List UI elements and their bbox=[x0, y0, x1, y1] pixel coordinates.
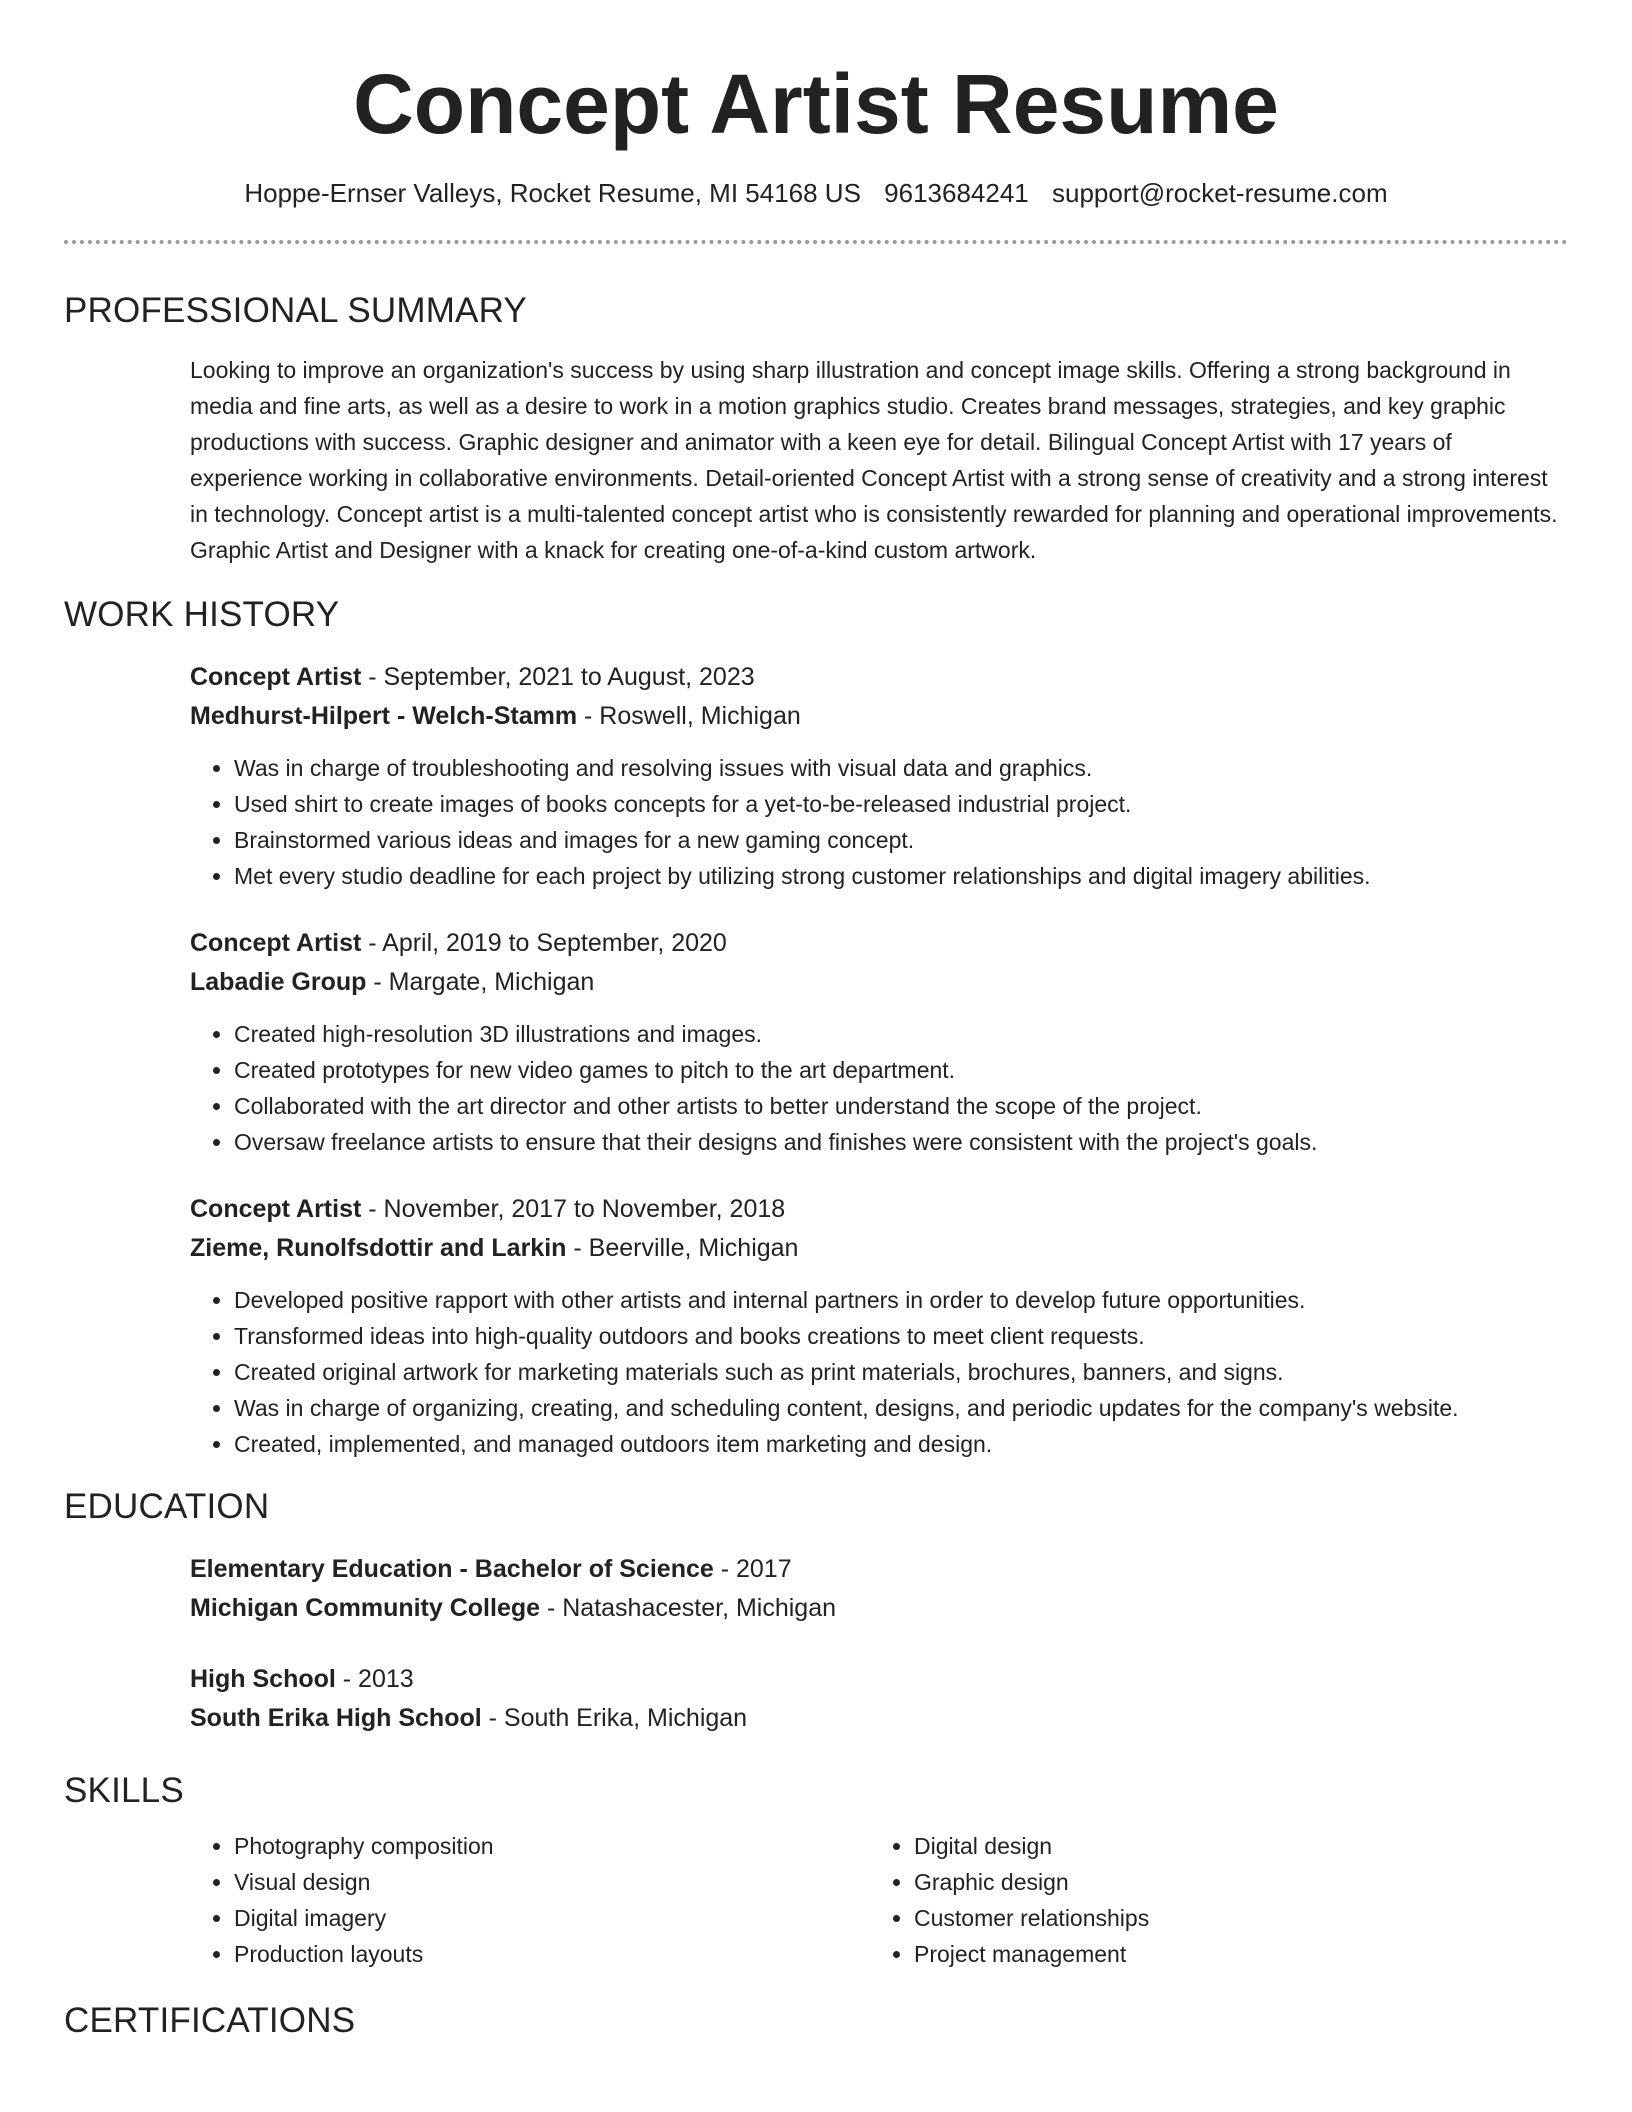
education-year: - 2017 bbox=[713, 1555, 792, 1583]
job-company: Medhurst-Hilpert - Welch-Stamm bbox=[190, 702, 578, 730]
skill-item: • Production layouts bbox=[234, 1936, 870, 1972]
job-location: - Margate, Michigan bbox=[366, 968, 595, 996]
job-title-line bbox=[190, 1190, 1568, 1229]
skills-list-right bbox=[870, 1828, 1550, 1972]
job-entry bbox=[190, 658, 1568, 894]
skill-item: • Digital design bbox=[914, 1828, 1550, 1864]
skill-item: • Digital imagery bbox=[234, 1900, 870, 1936]
page-title: Concept Artist Resume bbox=[353, 57, 1279, 151]
job-dates: - April, 2019 to September, 2020 bbox=[361, 929, 727, 957]
job-company-line bbox=[190, 697, 1568, 736]
job-title-line bbox=[190, 924, 1568, 963]
job-bullet: • Was in charge of organizing, creating, and scheduling content, designs, and periodic updates for the company's website. bbox=[234, 1390, 1568, 1426]
job-company-line bbox=[190, 1229, 1568, 1268]
job-company: Zieme, Runolfsdottir and Larkin bbox=[190, 1234, 567, 1262]
education-list bbox=[64, 1550, 1568, 1738]
job-bullet: • Oversaw freelance artists to ensure that their designs and finishes were consistent with the project's goals. bbox=[234, 1124, 1568, 1160]
job-title-line bbox=[190, 658, 1568, 697]
job-title: Concept Artist bbox=[190, 929, 362, 957]
education-location: - South Erika, Michigan bbox=[481, 1704, 748, 1732]
job-title: Concept Artist bbox=[190, 663, 362, 691]
job-dates: - September, 2021 to August, 2023 bbox=[361, 663, 755, 691]
job-dates: - November, 2017 to November, 2018 bbox=[361, 1195, 786, 1223]
skill-item: • Photography composition bbox=[234, 1828, 870, 1864]
job-bullet: • Created high-resolution 3D illustrations and images. bbox=[234, 1016, 1568, 1052]
job-bullet: • Developed positive rapport with other artists and internal partners in order to develop future opportunities. bbox=[234, 1282, 1568, 1318]
contact-email: support@rocket-resume.com bbox=[1052, 178, 1388, 208]
education-year: - 2013 bbox=[335, 1665, 414, 1693]
section-heading-skills: SKILLS bbox=[64, 1771, 184, 1810]
contact-address: Hoppe-Ernser Valleys, Rocket Resume, MI 54168 US bbox=[244, 178, 861, 208]
section-heading-work-history: WORK HISTORY bbox=[64, 595, 340, 634]
job-bullet: • Created prototypes for new video games to pitch to the art department. bbox=[234, 1052, 1568, 1088]
job-entry bbox=[190, 924, 1568, 1160]
job-bullet: • Created, implemented, and managed outdoors item marketing and design. bbox=[234, 1426, 1568, 1462]
education-degree-line bbox=[190, 1550, 1568, 1589]
education-school-line bbox=[190, 1589, 1568, 1628]
job-company: Labadie Group bbox=[190, 968, 367, 996]
section-heading-summary: PROFESSIONAL SUMMARY bbox=[64, 291, 527, 330]
section-heading-certifications: CERTIFICATIONS bbox=[64, 2001, 356, 2040]
job-location: - Roswell, Michigan bbox=[577, 702, 801, 730]
summary-text: Looking to improve an organization's success by using sharp illustration and concept image skills. Offering a strong background in media and fine arts, as well as a desire to work in a motion graphics studio. Creates brand messages, strategies, and key graphic productions with success. Graphic designer and animator with a keen eye for detail. Bilingual Concept Artist with 17 years of experience working in collaborative environments. Detail-oriented Concept Artist with a strong sense of creativity and a strong interest in technology. Concept artist is a multi-talented concept artist who is consistently rewarded for planning and operational improvements. Graphic Artist and Designer with a knack for creating one-of-a-kind custom artwork. bbox=[190, 357, 1558, 563]
job-bullet: • Was in charge of troubleshooting and resolving issues with visual data and graphics. bbox=[234, 750, 1568, 786]
resume-page bbox=[64, 0, 1568, 2042]
education-degree: High School bbox=[190, 1665, 336, 1693]
education-degree: Elementary Education - Bachelor of Science bbox=[190, 1555, 714, 1583]
contact-line bbox=[64, 176, 1568, 210]
job-entry bbox=[190, 1190, 1568, 1462]
education-school-line bbox=[190, 1699, 1568, 1738]
job-bullets bbox=[190, 750, 1568, 894]
job-bullets bbox=[190, 1016, 1568, 1160]
job-bullet: • Used shirt to create images of books concepts for a yet-to-be-released industrial project. bbox=[234, 786, 1568, 822]
contact-phone: 9613684241 bbox=[884, 178, 1029, 208]
education-entry bbox=[190, 1660, 1568, 1738]
education-degree-line bbox=[190, 1660, 1568, 1699]
work-history-list bbox=[64, 658, 1568, 1462]
education-school: South Erika High School bbox=[190, 1704, 482, 1732]
skill-item: • Project management bbox=[914, 1936, 1550, 1972]
skill-item: • Graphic design bbox=[914, 1864, 1550, 1900]
job-bullet: • Created original artwork for marketing materials such as print materials, brochures, banners, and signs. bbox=[234, 1354, 1568, 1390]
job-bullet: • Brainstormed various ideas and images for a new gaming concept. bbox=[234, 822, 1568, 858]
header-divider bbox=[64, 240, 1568, 244]
education-school: Michigan Community College bbox=[190, 1594, 541, 1622]
job-bullet: • Met every studio deadline for each project by utilizing strong customer relationships and digital imagery abilities. bbox=[234, 858, 1568, 894]
skill-item: • Visual design bbox=[234, 1864, 870, 1900]
education-location: - Natashacester, Michigan bbox=[540, 1594, 837, 1622]
skill-item: • Customer relationships bbox=[914, 1900, 1550, 1936]
job-bullets bbox=[190, 1282, 1568, 1462]
skills-columns bbox=[190, 1828, 1568, 1972]
job-title: Concept Artist bbox=[190, 1195, 362, 1223]
education-entry bbox=[190, 1550, 1568, 1628]
section-heading-education: EDUCATION bbox=[64, 1487, 270, 1526]
skills-list-left bbox=[190, 1828, 870, 1972]
job-location: - Beerville, Michigan bbox=[566, 1234, 799, 1262]
job-bullet: • Collaborated with the art director and other artists to better understand the scope of the project. bbox=[234, 1088, 1568, 1124]
job-bullet: • Transformed ideas into high-quality outdoors and books creations to meet client requests. bbox=[234, 1318, 1568, 1354]
job-company-line bbox=[190, 963, 1568, 1002]
